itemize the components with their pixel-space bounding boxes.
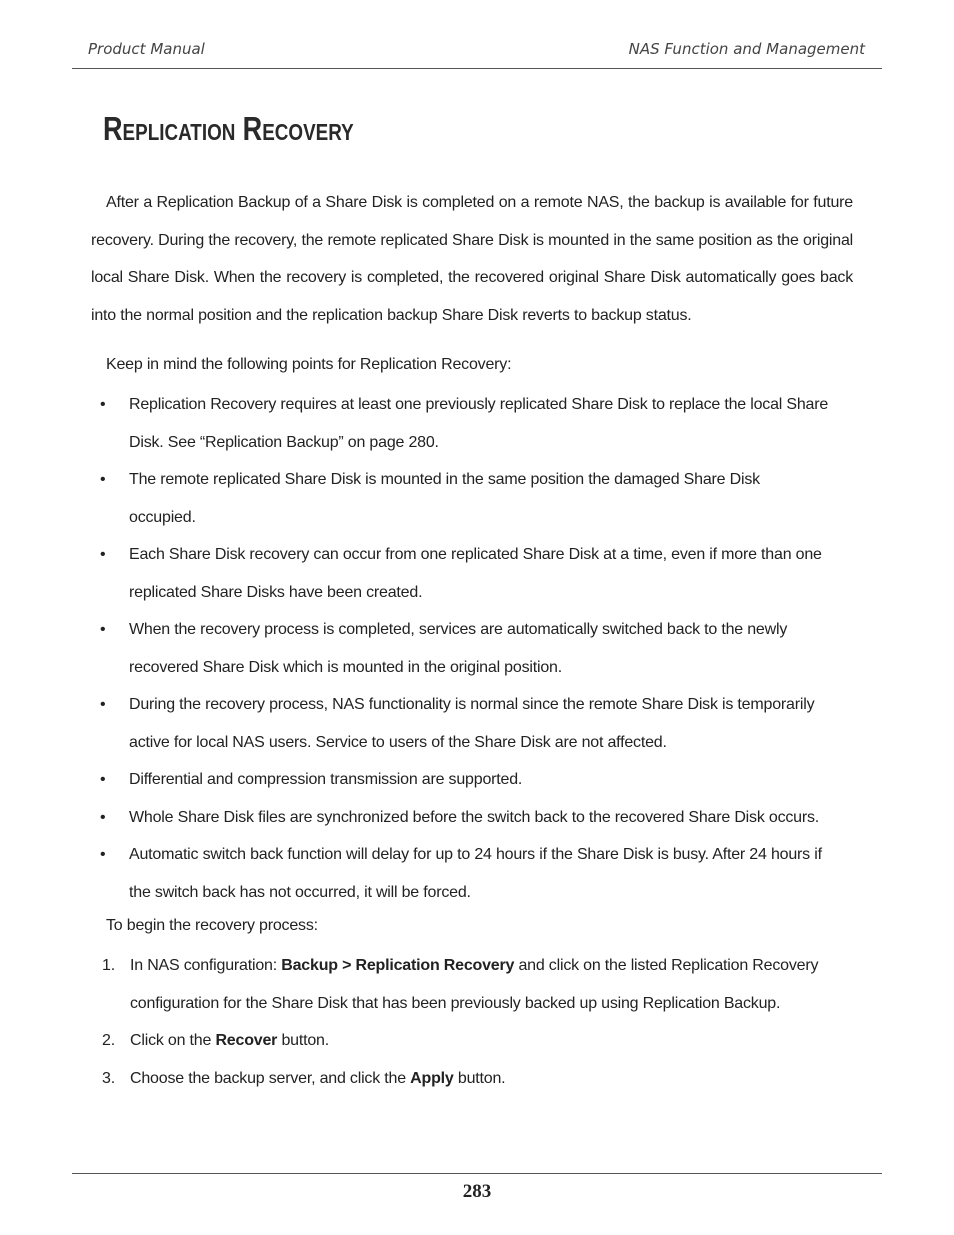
title-word2-cap: R	[242, 110, 263, 147]
list-item	[0, 611, 829, 686]
list-item-text: Whole Share Disk files are synchronized before the switch back to the recovered Share Disk occurs.	[129, 808, 820, 826]
list-item	[0, 836, 829, 911]
header-rule	[72, 68, 882, 69]
list-item	[0, 799, 829, 837]
step-item	[0, 1022, 830, 1060]
list-item	[0, 686, 829, 761]
list-item	[0, 386, 829, 461]
menu-path: Backup > Replication Recovery	[281, 957, 515, 974]
bullet-mark: •	[100, 621, 106, 638]
points-list	[0, 386, 829, 911]
step-number: 1.	[102, 957, 115, 974]
recover-button-ref: Recover	[215, 1032, 278, 1049]
bullet-mark: •	[100, 771, 106, 788]
bullet-mark: •	[100, 696, 106, 713]
step-text: button.	[277, 1032, 329, 1049]
steps-list	[0, 947, 830, 1097]
list-item-text: Each Share Disk recovery can occur from one replicated Share Disk at a time, even if more than one replicated Share Disks have been created.	[129, 546, 822, 601]
page-number: 283	[462, 1181, 492, 1202]
intro-paragraph: After a Replication Backup of a Share Disk is completed on a remote NAS, the backup is available for future recovery. During the recovery, the remote replicated Share Disk is mounted in the same position as the original local Share Disk. When the recovery is completed, the recovered original Share Disk automatically goes back into the normal position and the replication backup Share Disk reverts to backup status.	[91, 194, 853, 324]
bullet-mark: •	[100, 808, 106, 826]
title-word1-rest: EPLICATION	[122, 119, 236, 145]
list-item	[0, 461, 829, 536]
section-title	[103, 110, 354, 148]
bullet-mark: •	[100, 546, 106, 563]
list-item-text: Automatic switch back function will delay for up to 24 hours if the Share Disk is busy. After 24 hours if the switch back has not occurred, it will be forced.	[129, 846, 822, 901]
apply-button-ref: Apply	[410, 1069, 454, 1087]
list-item-text: During the recovery process, NAS functionality is normal since the remote Share Disk is temporarily active for local NAS users. Service to users of the Share Disk are not affected.	[129, 696, 815, 751]
step-item	[0, 1060, 830, 1098]
bullet-mark: •	[100, 471, 106, 488]
step-text: In NAS configuration:	[130, 957, 282, 974]
title-word1-cap: R	[103, 110, 123, 147]
list-item-text: Differential and compression transmission are supported.	[129, 771, 523, 788]
list-item	[0, 536, 829, 611]
step-text: button.	[453, 1069, 506, 1087]
bullet-mark: •	[100, 396, 106, 413]
points-lead: Keep in mind the following points for Replication Recovery:	[106, 356, 512, 373]
bullet-mark: •	[100, 846, 106, 863]
step-text: Choose the backup server, and click the	[130, 1069, 411, 1087]
step-number: 2.	[102, 1032, 115, 1049]
title-word2-rest: ECOVERY	[262, 119, 354, 145]
list-item-text: Replication Recovery requires at least one previously replicated Share Disk to replace the local Share Disk. See “Replication Backup” on page 280.	[129, 396, 829, 451]
step-text: Click on the	[130, 1032, 216, 1049]
list-item-text: The remote replicated Share Disk is mounted in the same position the damaged Share Disk occupied.	[129, 471, 760, 526]
running-header-left: Product Manual	[88, 40, 205, 58]
list-item-text: When the recovery process is completed, services are automatically switched back to the newly recovered Share Disk which is mounted in the original position.	[129, 621, 788, 676]
step-number: 3.	[102, 1069, 115, 1087]
step-text: and click on the listed Replication Recovery configuration for the Share Disk that has been previously backed up using Replication Backup.	[130, 957, 819, 1012]
running-header-right: NAS Function and Management	[628, 40, 865, 58]
steps-lead: To begin the recovery process:	[106, 917, 318, 934]
footer-rule	[72, 1173, 882, 1174]
list-item	[0, 761, 829, 799]
step-item	[0, 947, 830, 1022]
